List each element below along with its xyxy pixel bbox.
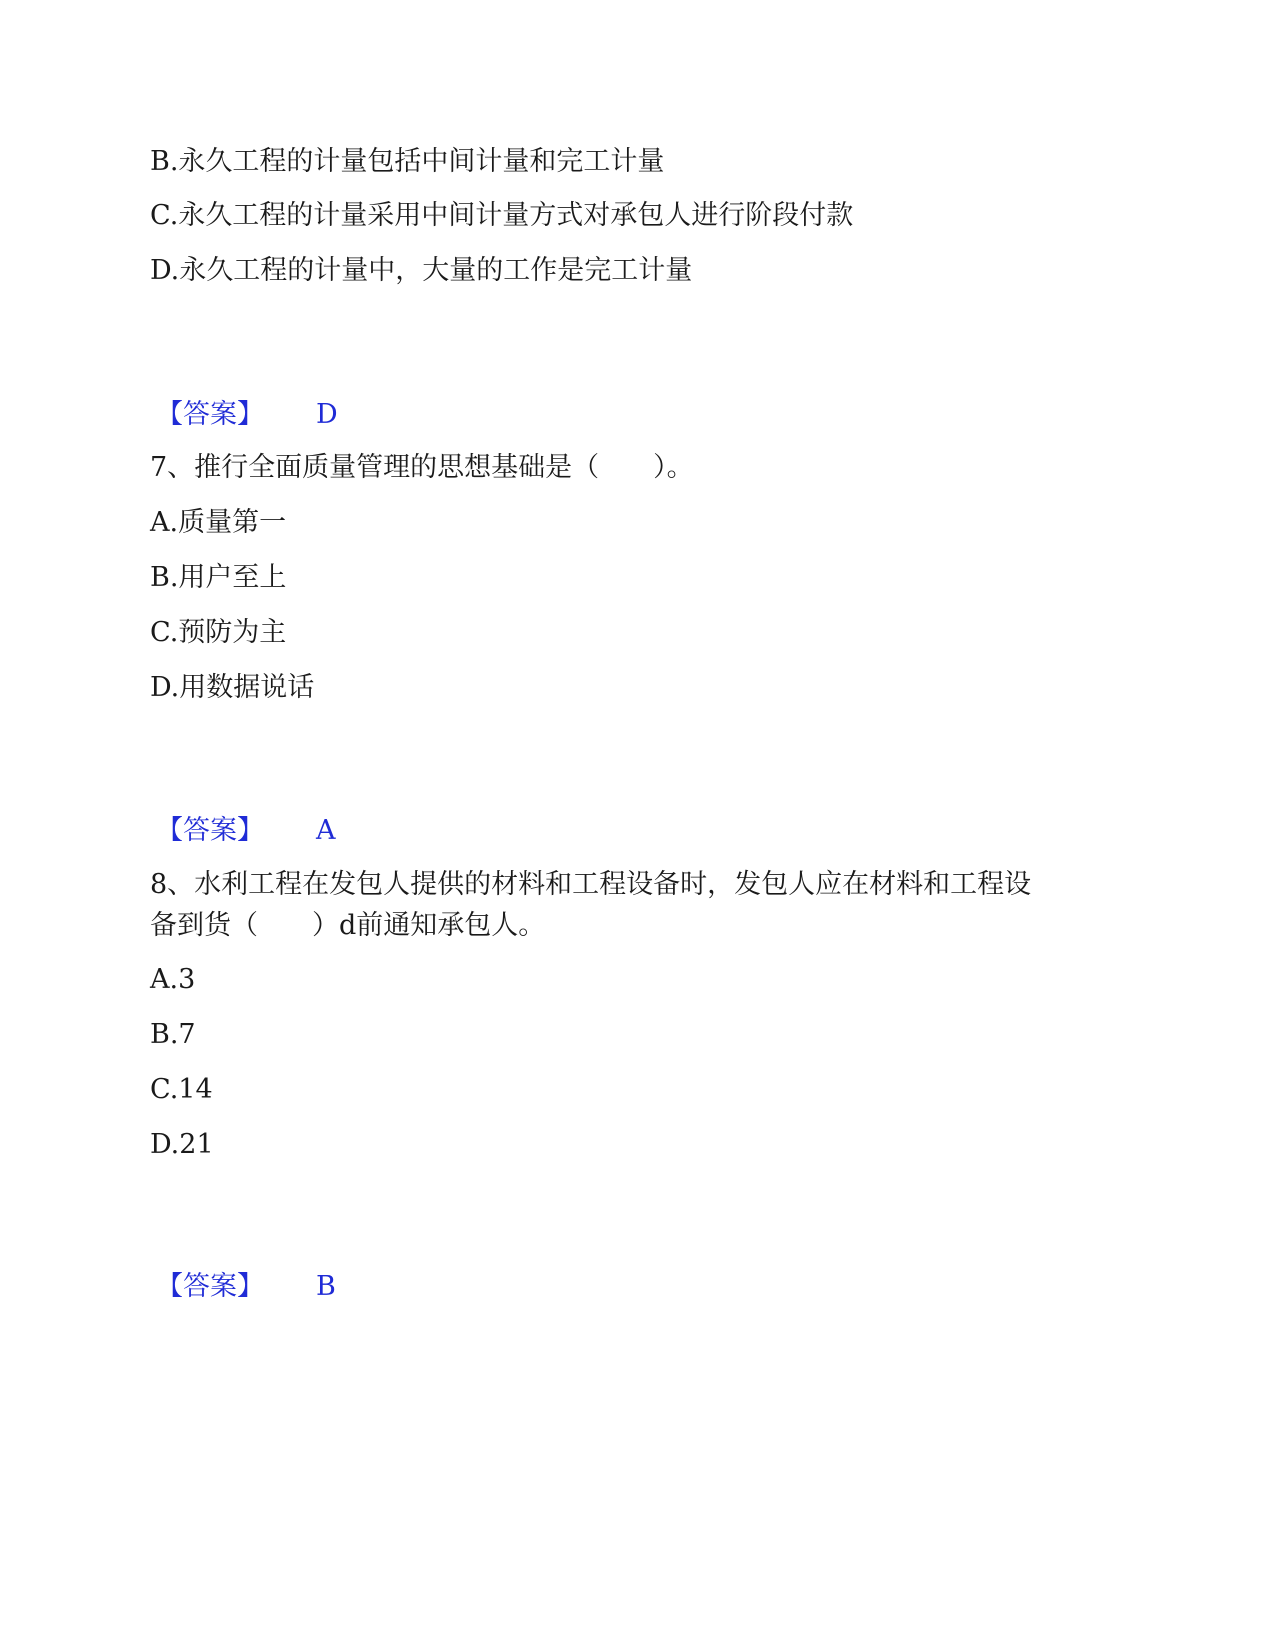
answer-label: 【答案】 bbox=[156, 815, 264, 846]
q7-option-a: A.质量第一 bbox=[150, 507, 287, 538]
q7-option-d: D.用数据说话 bbox=[150, 672, 315, 703]
q7-answer bbox=[150, 815, 336, 847]
q6-option-b: B.永久工程的计量包括中间计量和完工计量 bbox=[150, 146, 665, 177]
answer-value: B bbox=[316, 1271, 336, 1302]
q7-stem: 7、推行全面质量管理的思想基础是（ ）。 bbox=[150, 452, 694, 483]
q8-answer bbox=[150, 1271, 336, 1303]
q7-option-b: B.用户至上 bbox=[150, 562, 287, 593]
q6-answer bbox=[150, 399, 338, 431]
q6-option-d: D.永久工程的计量中，大量的工作是完工计量 bbox=[150, 255, 693, 286]
answer-value: D bbox=[316, 399, 338, 430]
q8-option-c: C.14 bbox=[150, 1074, 213, 1105]
q8-option-d: D.21 bbox=[150, 1129, 214, 1160]
q8-option-b: B.7 bbox=[150, 1019, 196, 1050]
q8-option-a: A.3 bbox=[150, 964, 196, 995]
answer-label: 【答案】 bbox=[156, 399, 264, 430]
q7-option-c: C.预防为主 bbox=[150, 617, 287, 648]
answer-value: A bbox=[316, 815, 336, 846]
q8-stem-line-1: 8、水利工程在发包人提供的材料和工程设备时，发包人应在材料和工程设 bbox=[150, 869, 1032, 900]
q8-stem-line-2: 备到货（ ）d前通知承包人。 bbox=[150, 910, 546, 941]
answer-label: 【答案】 bbox=[156, 1271, 264, 1302]
q6-option-c: C.永久工程的计量采用中间计量方式对承包人进行阶段付款 bbox=[150, 200, 854, 231]
